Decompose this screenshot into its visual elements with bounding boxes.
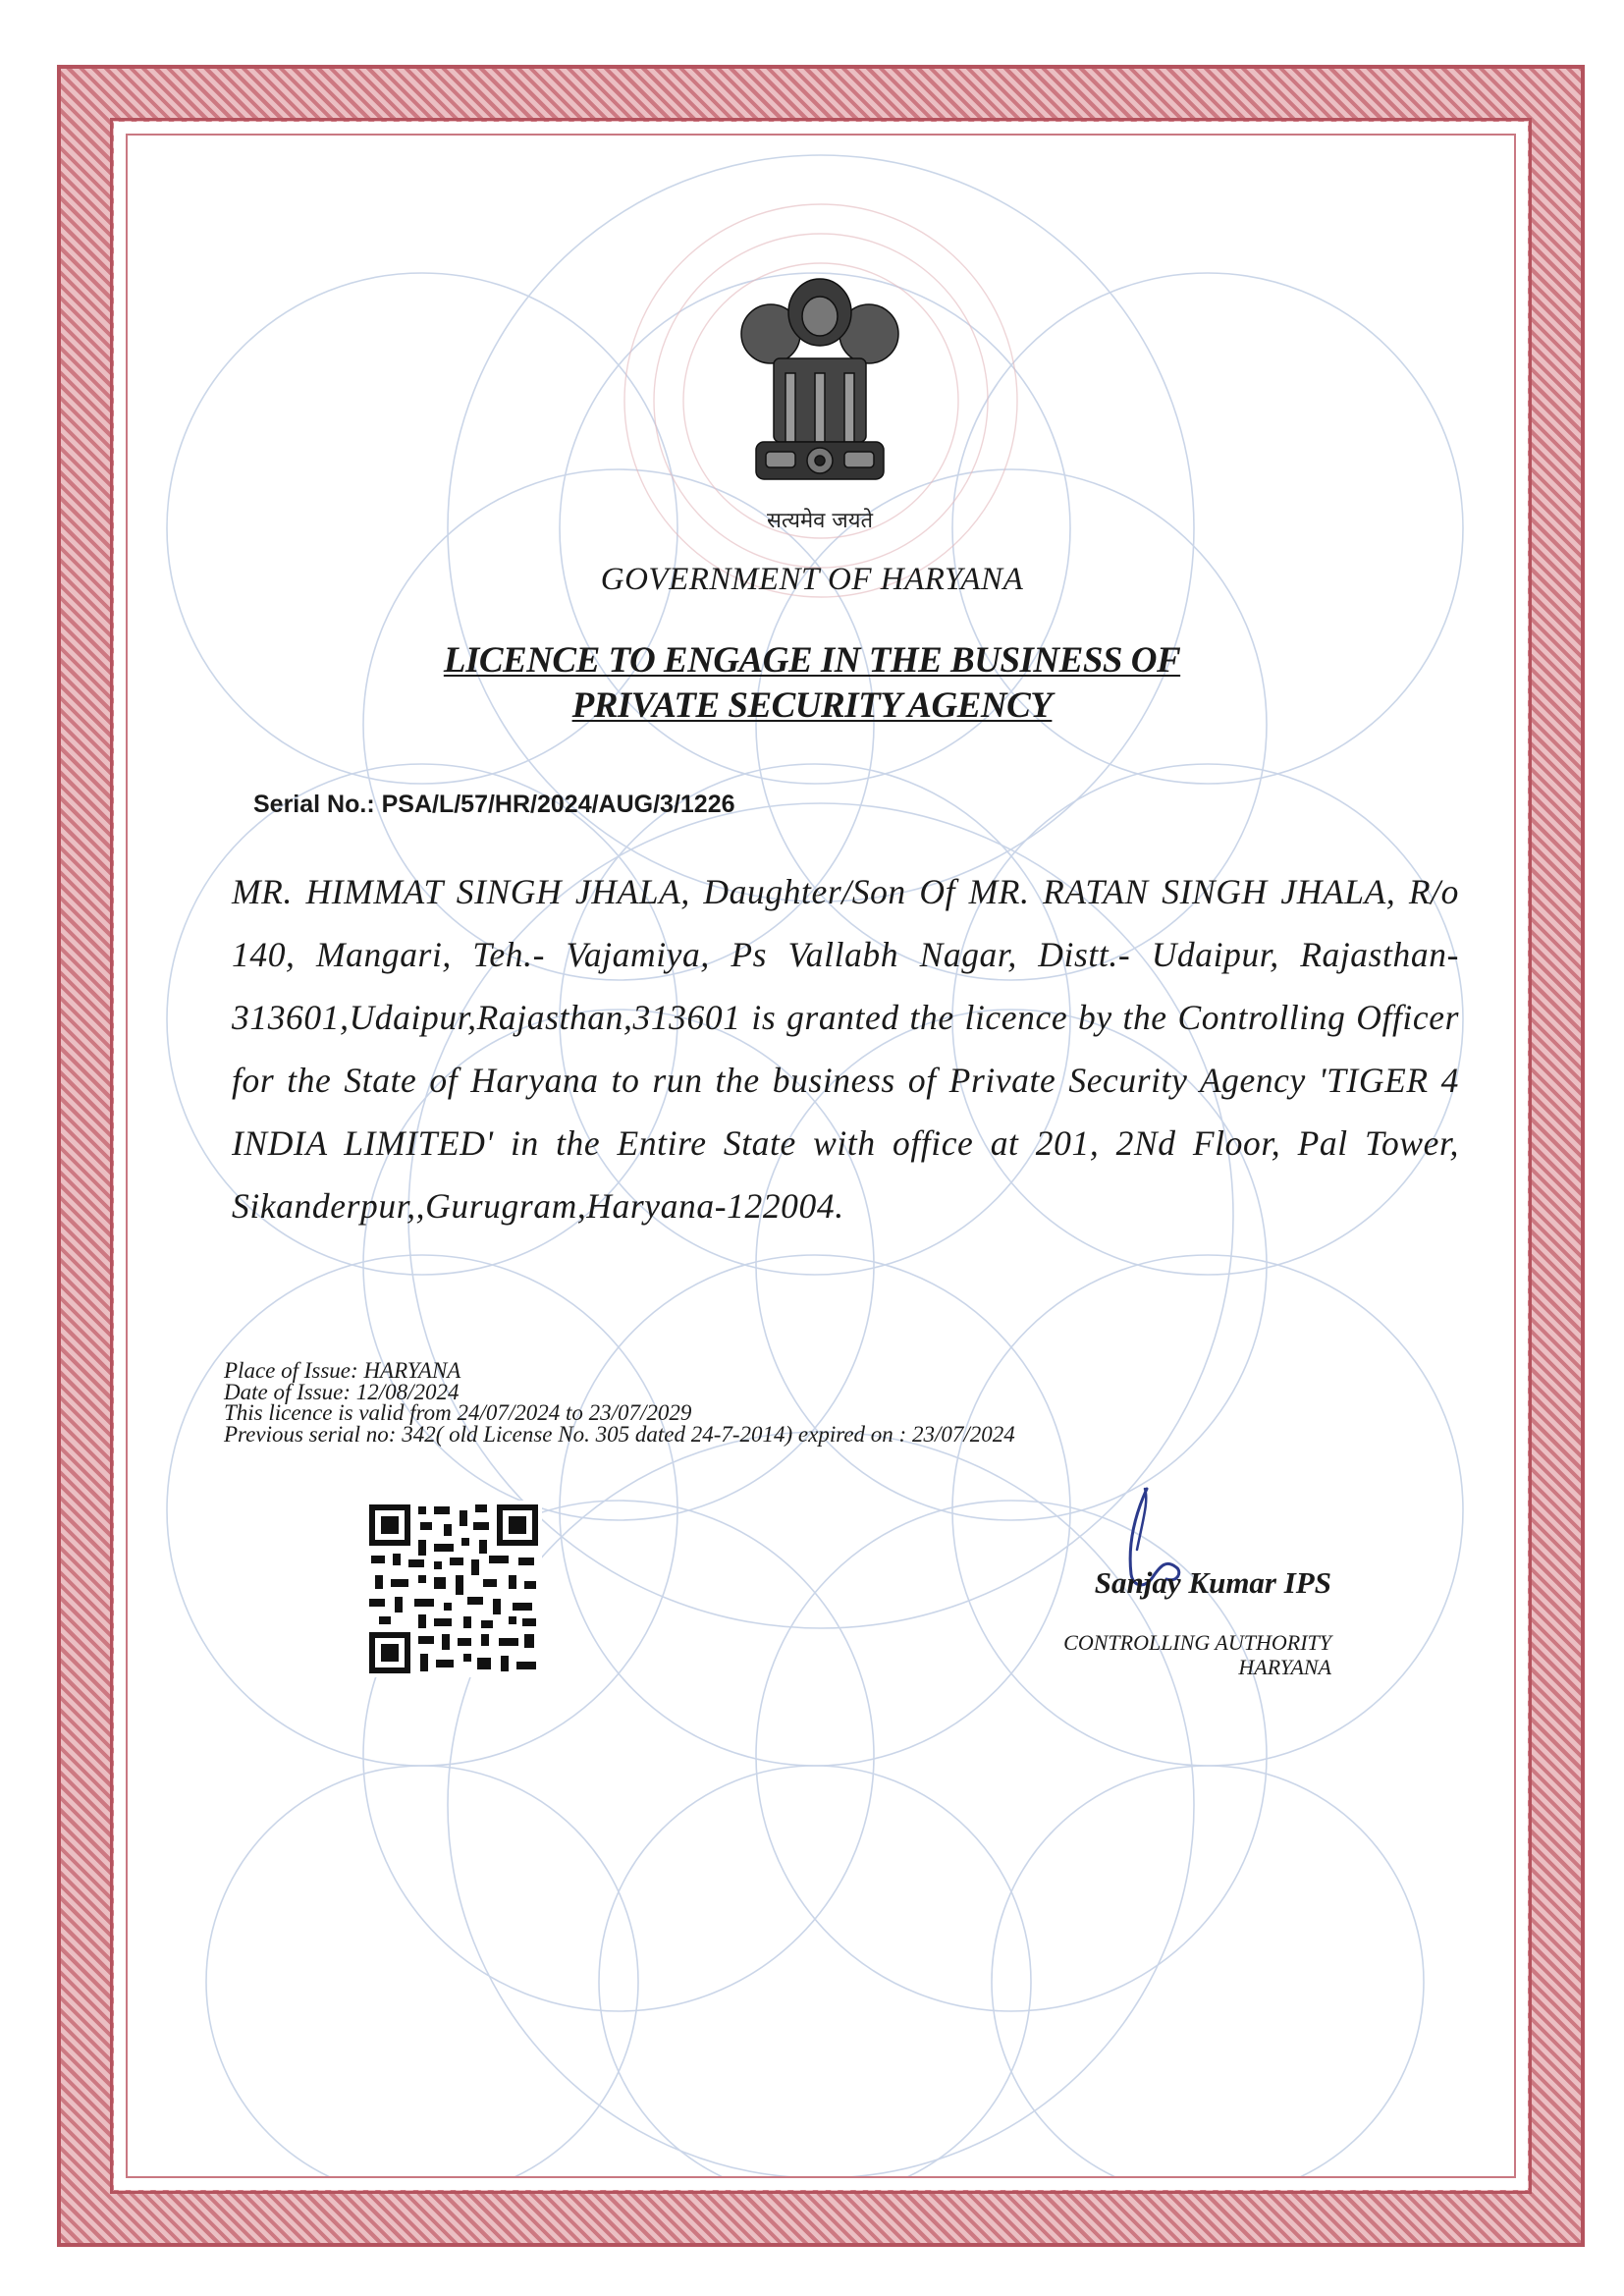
place-label: Place of Issue: <box>224 1358 358 1383</box>
date-label: Date of Issue: <box>224 1379 352 1404</box>
government-heading: GOVERNMENT OF HARYANA <box>600 562 1024 597</box>
serial-number <box>253 791 735 819</box>
valid-to: 23/07/2029 <box>588 1400 692 1425</box>
valid-from: 24/07/2024 <box>457 1400 561 1425</box>
date-value: 12/08/2024 <box>355 1379 460 1404</box>
qr-code <box>365 1501 542 1677</box>
ashoka-emblem-icon <box>727 265 913 501</box>
emblem-motto: सत्यमेव जयते <box>766 509 874 533</box>
licence-title-line2: PRIVATE SECURITY AGENCY <box>571 685 1053 726</box>
licence-body-paragraph: MR. HIMMAT SINGH JHALA, Daughter/Son Of MR. RATAN SINGH JHALA, R/o 140, Mangari, Teh.- Vajamiya, Ps Vallabh Nagar, Distt.- Udaipur, Rajasthan-313601,Udaipur,Rajasthan,313601 is granted the licence by the Controlling Officer for the State of Haryana to run the business of Private Security Agency 'TIGER 4 INDIA LIMITED' in the Entire State with office at 201, 2Nd Floor, Pal Tower, Sikanderpur,,Gurugram,Haryana-122004. <box>232 872 1459 1226</box>
signatory-role-line2: HARYANA <box>1238 1655 1331 1679</box>
serial-value: PSA/L/57/HR/2024/AUG/3/1226 <box>381 791 735 818</box>
previous-serial-row: Previous serial no: 342( old License No. 305 dated 24-7-2014) expired on : 23/07/2024 <box>224 1421 1015 1447</box>
signatory-role <box>943 1630 1331 1679</box>
signatory-name: Sanjay Kumar IPS <box>1094 1565 1331 1600</box>
serial-label: Serial No.: <box>253 791 375 818</box>
licence-title-line1: LICENCE TO ENGAGE IN THE BUSINESS OF <box>443 640 1181 681</box>
signatory-role-line1: CONTROLLING AUTHORITY <box>1063 1630 1331 1655</box>
validity-row <box>224 1402 1015 1424</box>
validity-label: This licence is valid from <box>224 1400 452 1425</box>
valid-to-separator: to <box>565 1400 583 1425</box>
date-of-issue-row <box>224 1379 1015 1404</box>
place-value: HARYANA <box>363 1358 461 1383</box>
issue-details <box>224 1360 1015 1445</box>
place-of-issue-row <box>224 1360 1015 1382</box>
